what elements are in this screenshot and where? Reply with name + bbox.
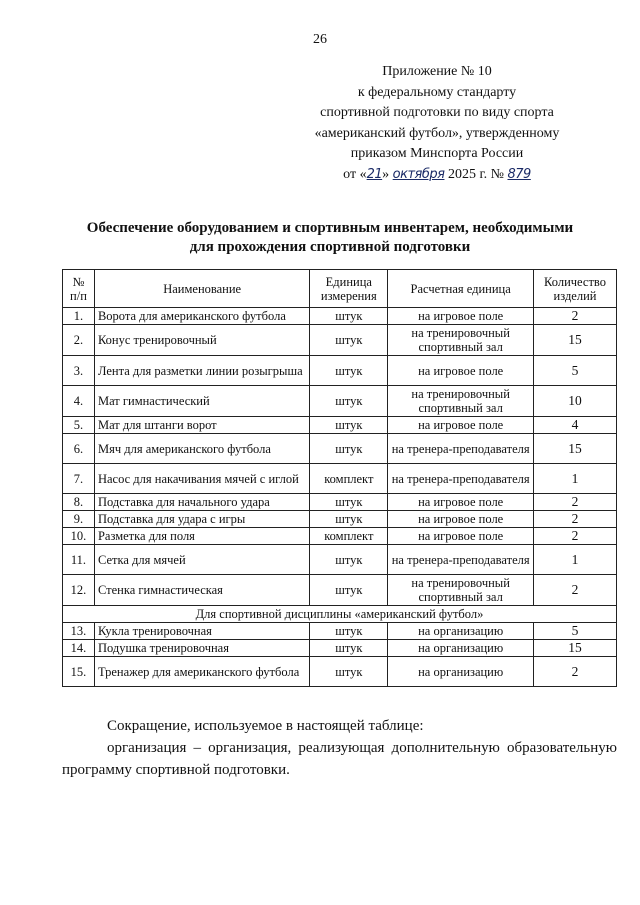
row-name: Насос для накачивания мячей с иглой [94,464,309,494]
row-unit: штук [310,575,388,606]
row-unit: штук [310,434,388,464]
row-name: Ворота для американского футбола [94,308,309,325]
table-row [63,528,617,545]
row-quantity: 2 [534,528,617,545]
table-row [63,657,617,687]
appendix-line-5: приказом Минспорта России [350,146,524,161]
table-header-row [63,270,617,308]
row-name: Подушка тренировочная [94,640,309,657]
row-quantity: 15 [534,640,617,657]
row-quantity: 1 [534,464,617,494]
table-row [63,434,617,464]
row-name: Кукла тренировочная [94,623,309,640]
row-name: Мяч для американского футбола [94,434,309,464]
row-quantity: 10 [534,386,617,417]
table-row [63,575,617,606]
row-unit: комплект [310,528,388,545]
row-calc: на тренера-преподавателя [388,545,534,575]
row-number: 3. [63,356,95,386]
row-calc: на игровое поле [388,528,534,545]
appendix-line-3: спортивной подготовки по виду спорта [320,105,554,120]
date-month: октября [392,166,445,182]
table-row [63,464,617,494]
row-unit: штук [310,623,388,640]
table-row [63,386,617,417]
row-number: 1. [63,308,95,325]
row-quantity: 15 [534,434,617,464]
row-quantity: 4 [534,417,617,434]
footer-line-1: Сокращение, используемое в настоящей таблице: [107,718,424,734]
appendix-line-1: Приложение № 10 [382,64,492,79]
section-row [63,606,617,623]
row-number: 13. [63,623,95,640]
row-number: 10. [63,528,95,545]
equipment-table [62,269,617,687]
page-number: 26 [313,32,327,47]
table-row [63,623,617,640]
header-quantity: Количество изделий [534,270,617,308]
row-calc: на игровое поле [388,511,534,528]
row-quantity: 2 [534,575,617,606]
row-number: 4. [63,386,95,417]
table-row [63,308,617,325]
row-unit: штук [310,356,388,386]
row-number: 8. [63,494,95,511]
row-number: 6. [63,434,95,464]
section-title: Для спортивной дисциплины «американский футбол» [63,606,617,623]
row-name: Подставка для удара с игры [94,511,309,528]
row-unit: штук [310,417,388,434]
order-number: 879 [507,166,531,182]
row-name: Лента для разметки линии розыгрыша [94,356,309,386]
row-quantity: 2 [534,308,617,325]
row-calc: на организацию [388,623,534,640]
row-name: Мат для штанги ворот [94,417,309,434]
header-calc-unit: Расчетная единица [388,270,534,308]
row-unit: штук [310,640,388,657]
row-quantity: 2 [534,494,617,511]
row-calc: на тренера-преподавателя [388,464,534,494]
date-day: 21 [366,166,383,182]
row-name: Тренажер для американского футбола [94,657,309,687]
row-unit: штук [310,511,388,528]
row-unit: штук [310,325,388,356]
order-date-line [292,165,582,186]
appendix-header [292,62,582,185]
appendix-line-2: к федеральному стандарту [357,84,517,100]
document-title [60,219,600,257]
row-number: 7. [63,464,95,494]
table-row [63,325,617,356]
table-row [63,356,617,386]
row-unit: штук [310,657,388,687]
row-name: Конус тренировочный [94,325,309,356]
header-name: Наименование [94,270,309,308]
row-quantity: 2 [534,657,617,687]
date-mid: » [382,166,393,182]
row-calc: на игровое поле [388,356,534,386]
date-prefix: от « [343,166,367,182]
date-year: 2025 г. № [444,166,508,182]
row-quantity: 5 [534,356,617,386]
row-name: Разметка для поля [94,528,309,545]
row-name: Подставка для начального удара [94,494,309,511]
row-number: 14. [63,640,95,657]
row-unit: штук [310,386,388,417]
row-unit: штук [310,494,388,511]
row-number: 15. [63,657,95,687]
row-number: 9. [63,511,95,528]
row-number: 11. [63,545,95,575]
row-unit: штук [310,545,388,575]
row-unit: комплект [310,464,388,494]
row-number: 2. [63,325,95,356]
title-line-2: для прохождения спортивной подготовки [189,239,471,255]
table-row [63,545,617,575]
row-unit: штук [310,308,388,325]
row-calc: на игровое поле [388,494,534,511]
row-number: 5. [63,417,95,434]
header-unit: Единица измерения [310,270,388,308]
table-row [63,511,617,528]
row-calc: на тренировочный спортивный зал [388,325,534,356]
row-calc: на игровое поле [388,308,534,325]
row-calc: на организацию [388,640,534,657]
row-name: Сетка для мячей [94,545,309,575]
row-number: 12. [63,575,95,606]
table-row [63,494,617,511]
row-quantity: 1 [534,545,617,575]
row-name: Мат гимнастический [94,386,309,417]
footer-line-2: организация – организация, реализующая дополнительную образовательную программу спортивной подготовки. [62,740,617,778]
header-number: № п/п [63,270,95,308]
row-quantity: 5 [534,623,617,640]
row-calc: на тренировочный спортивный зал [388,575,534,606]
row-quantity: 2 [534,511,617,528]
row-calc: на организацию [388,657,534,687]
row-calc: на игровое поле [388,417,534,434]
row-calc: на тренера-преподавателя [388,434,534,464]
row-name: Стенка гимнастическая [94,575,309,606]
row-calc: на тренировочный спортивный зал [388,386,534,417]
table-row [63,417,617,434]
title-line-1: Обеспечение оборудованием и спортивным инвентарем, необходимыми [86,220,574,236]
footer-note [62,715,617,781]
table-row [63,640,617,657]
row-quantity: 15 [534,325,617,356]
appendix-line-4: «американский футбол», утвержденному [314,125,560,141]
